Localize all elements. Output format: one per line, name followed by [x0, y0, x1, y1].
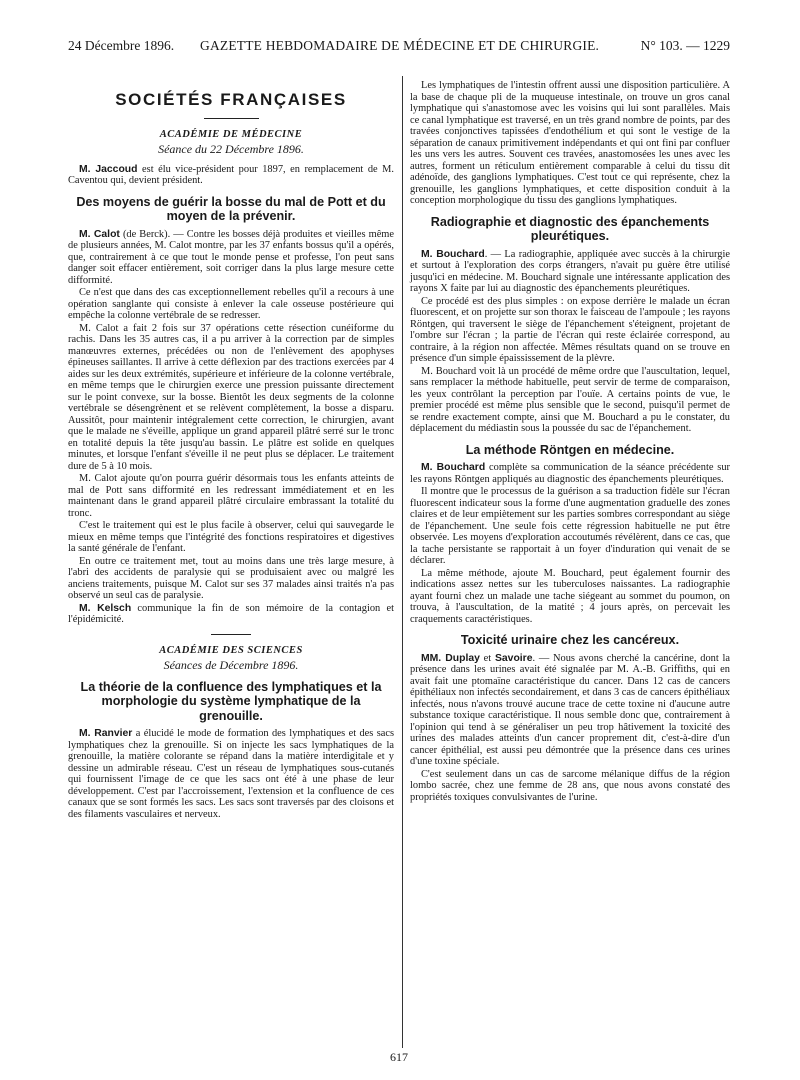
right-column: [410, 80, 730, 804]
column-divider: [402, 76, 403, 1048]
article-title-rontgen: La méthode Röntgen en médecine.: [465, 442, 675, 457]
academy-heading: ACADÉMIE DE MÉDECINE: [159, 128, 303, 140]
section-title: SOCIÉTÉS FRANÇAISES: [115, 90, 347, 109]
session-date-sciences: Séances de Décembre 1896.: [163, 658, 299, 672]
session-date: Séance du 22 Décembre 1896.: [158, 142, 304, 156]
speaker-name: MM. Duplay: [421, 652, 480, 664]
page-number: 617: [390, 1050, 408, 1064]
article-paragraph: Ce procédé est des plus simples : on expose derrière le malade un écran fluorescent, et on projette sur son thorax le faisceau de l'ampoule ; les rayons Röntgen, qui traversent le siège de l'épanchement s'éteignent, projetant de l'ombre sur l'écran ; la partie de l'écran qui reste éclairée correspond, au contraire, à la région non affectée. Mêmes résultats quand on se trouve en présence d'un simple épaississement de la plèvre.: [410, 295, 730, 364]
speaker-name: M. Kelsch: [79, 602, 132, 614]
speaker-name: M. Bouchard: [421, 248, 485, 260]
speaker-name: M. Calot: [79, 228, 120, 240]
running-header: [68, 38, 730, 56]
duplay-paragraph: MM. Duplay et Savoire. — Nous avons cherché la cancérine, dont la présence dans les urines avait été signalée par M. A.-B. Griffiths, qui en avait fait une ptomaïne caractéristique du cancer. Dans 12 cas de cancers épithéliaux non infectés secondairement, et dans 3 cas de cancers épithéliaux infectés, nous n'avons trouvé aucune trace de cette toxine ni d'aucune autre substance toxique caractéristique. Il nous semble donc que, contrairement à l'opinion qui tend à se généraliser un peu trop hâtivement la toxicité des urines des malades atteints d'un cancer proprement dit, c'est-à-dire d'un cancer épithélial, est aussi peu démontrée que la présence dans ces urines d'une toxine spéciale.: [410, 652, 730, 767]
section-rule: [211, 634, 251, 635]
article-title-pott: Des moyens de guérir la bosse du mal de Pott et du moyen de la prévenir.: [76, 194, 386, 223]
academy-heading-sciences: ACADÉMIE DES SCIENCES: [159, 644, 303, 656]
article-title-lymphatics: La théorie de la confluence des lymphatiques et la morphologie du système lymphatique de la grenouille.: [80, 679, 382, 723]
article-paragraph: La même méthode, ajoute M. Bouchard, peut également fournir des indications assez nettes sur les tuberculoses naissantes. La radiographie ayant fourni chez un malade une tache siégeant au sommet du poumon, on trouva, à l'auscultation, de la matité ; 4 jours après, on percevait les craquements caractéristiques.: [410, 567, 730, 625]
article-paragraph: Ce n'est que dans des cas exceptionnellement rebelles qu'il a recours à une opération sanglante qui consiste à enlever la cale osseuse postérieure qui empêche la colonne vertébrale de se redresser.: [68, 287, 394, 321]
issue-and-page: N° 103. — 1229: [640, 38, 730, 53]
article-title-radiography: Radiographie et diagnostic des épanchements pleurétiques.: [430, 214, 710, 243]
speaker-name-2: Savoire: [494, 652, 533, 664]
calot-paragraph: M. Calot (de Berck). — Contre les bosses déjà produites et vieilles même de plusieurs années, M. Calot montre, par les 37 enfants bossus qu'il a opérés, que, contrairement à ce que tout le monde pense et professe, l'on peut sans danger soit effacer entièrement, soit corriger dans la plus large mesure cette difformité.: [68, 228, 395, 286]
article-paragraph: M. Calot ajoute qu'on pourra guérir désormais tous les enfants atteints de mal de Pott sans difformité en les redressant immédiatement et en les maintenant dans le grand appareil plâtré circulaire embrassant la totalité du tronc.: [68, 473, 394, 519]
continuation-paragraph: Les lymphatiques de l'intestin offrent aussi une disposition particulière. A la base de chaque pli de la muqueuse intestinale, on trouve un gros canal lymphatique qui s'anastomose avec les voisins qui lui sont parallèles. Mais ce canal lymphatique est traversé, en un très grand nombre de points, par des travées conjonctives tapissées d'endothélium et qui sont le vestige de la séparation de canaux primitivement indépendants et qui ont fini par confluer les uns vers les autres. Souvent ces travées, anastomosées les unes avec les autres, forment un réticulum entièrement comparable à celui du tissu dit adénoïde, des ganglions lymphatiques. C'est tout ce qui représente, chez la grenouille, les ganglions lymphatiques, et cette disposition conduit à la conception morphologique du tissu des ganglions lymphatiques.: [410, 80, 730, 206]
bouchard-paragraph-2: M. Bouchard complète sa communication de la séance précédente sur les rayons Röntgen appliqués au diagnostic des épanchements pleurétiques.: [410, 462, 730, 485]
bouchard-paragraph: M. Bouchard. — La radiographie, appliquée avec succès à la chirurgie et surtout à l'exploration des corps étrangers, n'avait pu guère être utilisé jusqu'ici en médecine. M. Bouchard signale une intéressante application des rayons X faite par lui au diagnostic des épanchements pleurétiques.: [410, 248, 730, 294]
journal-title: GAZETTE HEBDOMADAIRE DE MÉDECINE ET DE CHIRURGIE.: [200, 38, 600, 53]
title-rule: [204, 118, 259, 119]
article-paragraph: M. Calot a fait 2 fois sur 37 opérations cette résection cunéiforme du rachis. Dans les 35 autres cas, il a pu arriver à la correction par de simples manœuvres externes, précédées ou non de l'enlèvement des apophyses épineuses saillantes. Il arrive à cette déflexion par des tractions exercées par 4 aides sur les deux extrémités, supérieure et inférieure de la colonne vertébrale, en même temps que le chirurgien exerce une pression puissante directement sur le point convexe, sur la bosse. Bientôt les deux segments de la colonne vertébrale se désengrènent et se relèvent complètement, la bosse a disparu. Aussitôt, pour maintenir intégralement cette correction, le chirurgien, avant que le malade ne s'éveille, applique un grand appareil plâtré serré sur le tronc en totalité depuis la tête jusqu'au bassin. Le plâtre est solide en quelques minutes, et lorsque l'enfant s'éveille il ne peut plus se déplacer. Le traitement dure de 5 à 10 mois.: [68, 322, 394, 472]
speaker-name: M. Jaccoud: [79, 163, 138, 175]
kelsch-paragraph: M. Kelsch communique la fin de son mémoire de la contagion et l'épidémicité.: [68, 602, 394, 625]
article-paragraph: C'est seulement dans un cas de sarcome mélanique diffus de la région lombo sacrée, chez une femme de 28 ans, que nous avons constaté des propriétés toxiques convulsivantes de l'urine.: [410, 768, 730, 803]
article-paragraph: M. Bouchard voit là un procédé de même ordre que l'auscultation, lequel, sans remplacer la méthode habituelle, peut servir de terme de comparaison, les yeux contrôlant la perception par l'ouïe. A certains points de vue, le premier procédé est même plus sensible que le second, puisqu'il permet de se rendre exactement compte, ainsi que M. Bouchard a pu le constater, du déplacement du médiastin sous la poussée du sac de l'épanchement.: [410, 365, 730, 434]
left-column: [68, 80, 394, 821]
speaker-name: M. Ranvier: [79, 728, 133, 739]
article-title-toxicity: Toxicité urinaire chez les cancéreux.: [460, 633, 680, 647]
article-paragraph: C'est le traitement qui est le plus facile à observer, celui qui sauvegarde le mieux en même temps que l'intégrité des fonctions respiratoires et digestives la santé générale de l'enfant.: [68, 520, 394, 554]
jaccoud-paragraph: M. Jaccoud est élu vice-président pour 1897, en remplacement de M. Caventou qui, devient président.: [68, 163, 394, 186]
ranvier-paragraph: M. Ranvier a élucidé le mode de formation des lymphatiques et des sacs lymphatiques chez la grenouille. Si on injecte les sacs lymphatiques de la grenouille, la matière colorante se répand dans la matière interdigitale et y dessine un admirable réseau. C'est un réseau de lymphatiques sous-cutanés qui fournissent l'image de ce que les sacs ont été à une phase de leur développement. C'est par l'accroissement, l'extension et la confluence de ces canaux que se sont formés les sacs. Les sacs sont traversés par des cloisons et des filaments vasculaires et nerveux.: [68, 728, 395, 820]
article-paragraph: Il montre que le processus de la guérison a sa traduction fidèle sur l'écran fluorescent indicateur sous la forme d'une augmentation graduelle des zones claires et de leur empiètement sur les parties sombres correspondant au siège de l'épanchement. Une seule fois cette régression habituelle ne put être observée. Les moyens d'exploration accoutumés révélèrent, dans ce cas, que la tache persistante se rapportait à un foyer d'induration qui venait de se déclarer.: [410, 486, 730, 566]
speaker-name: M. Bouchard: [421, 462, 486, 473]
article-paragraph: En outre ce traitement met, tout au moins dans une très large mesure, à l'abri des accidents de paralysie qui se produisaient avec ou malgré les anciens traitements, puisque M. Calot sur ses 37 malades ainsi traités n'a pas observé un seul cas de paralysie.: [68, 555, 394, 601]
header-date: 24 Décembre 1896.: [68, 38, 175, 53]
